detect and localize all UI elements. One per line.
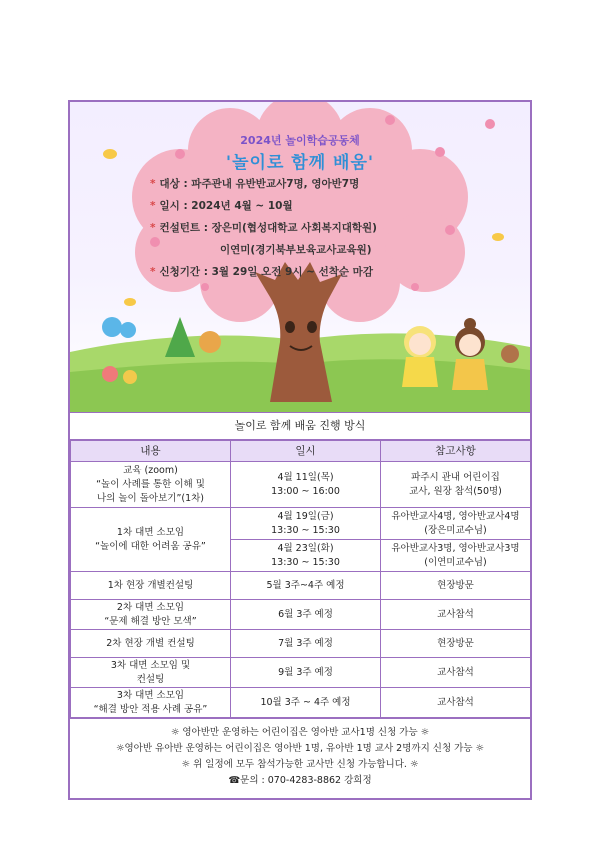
cell-date: 4월 23일(화) 13:30 ~ 15:30 — [231, 540, 381, 572]
flyer-document — [68, 100, 532, 800]
table-row — [71, 508, 531, 540]
poster-subtitle: 2024년 놀이학습공동체 — [240, 134, 360, 147]
table-header-row — [71, 441, 531, 462]
cell-content: 교육 (zoom) “놀이 사례를 통한 이해 및 나의 놀이 돌아보기”(1차) — [71, 462, 231, 508]
cell-note: 교사참석 — [381, 688, 531, 718]
table-row — [71, 688, 531, 718]
cell-date: 7월 3주 예정 — [231, 630, 381, 658]
cell-content: 1차 대면 소모임 “놀이에 대한 어려움 공유” — [71, 508, 231, 572]
cell-date: 10월 3주 ~ 4주 예정 — [231, 688, 381, 718]
schedule-table — [70, 440, 531, 718]
section-title: 놀이로 함께 배움 진행 방식 — [70, 412, 530, 440]
cell-date: 4월 19일(금) 13:30 ~ 15:30 — [231, 508, 381, 540]
cell-content: 3차 대면 소모임 “해결 방안 적용 사례 공유” — [71, 688, 231, 718]
header-date: 일시 — [231, 441, 381, 462]
contact-line: ☎문의 : 070-4283-8862 강희정 — [228, 775, 372, 786]
cell-date: 9월 3주 예정 — [231, 658, 381, 688]
header-content: 내용 — [71, 441, 231, 462]
cell-content: 1차 현장 개별컨설팅 — [71, 572, 231, 600]
cell-date: 6월 3주 예정 — [231, 600, 381, 630]
bullet-application: * 신청기간 : 3월 29일 오전 9시 ~ 선착순 마감 — [150, 266, 373, 278]
cell-content: 2차 대면 소모임 “문제 해결 방안 모색” — [71, 600, 231, 630]
cell-note: 유아반교사3명, 영아반교사3명 (이연미교수님) — [381, 540, 531, 572]
cell-note: 교사참석 — [381, 658, 531, 688]
cell-note: 파주시 관내 어린이집 교사, 원장 참석(50명) — [381, 462, 531, 508]
note-line: ☼ 영아반만 운영하는 어린이집은 영아반 교사1명 신청 가능 ☼ — [170, 727, 430, 738]
cell-content: 2차 현장 개별 컨설팅 — [71, 630, 231, 658]
table-row — [71, 462, 531, 508]
poster-title: '놀이로 함께 배움' — [225, 153, 375, 173]
cell-content: 3차 대면 소모임 및 컨설팅 — [71, 658, 231, 688]
poster-illustration — [70, 102, 530, 412]
cell-note: 유아반교사4명, 영아반교사4명 (장은미교수님) — [381, 508, 531, 540]
cell-note: 교사참석 — [381, 600, 531, 630]
bullet-consultant: * 컨설턴트 : 장은미(협성대학교 사회복지대학원) — [150, 222, 377, 234]
bullet-consultant-2: 이연미(경기북부보육교사교육원) — [220, 244, 372, 256]
cell-note: 현장방문 — [381, 630, 531, 658]
cell-note: 현장방문 — [381, 572, 531, 600]
table-row — [71, 600, 531, 630]
header-note: 참고사항 — [381, 441, 531, 462]
note-line: ☼영아반 유아반 운영하는 어린이집은 영아반 1명, 유아반 1명 교사 2명까지 신청 가능 ☼ — [115, 743, 485, 754]
note-line: ☼ 위 일정에 모두 참석가능한 교사만 신청 가능합니다. ☼ — [181, 759, 419, 770]
cell-date: 5월 3주~4주 예정 — [231, 572, 381, 600]
table-row — [71, 630, 531, 658]
bullet-period: * 일시 : 2024년 4월 ~ 10월 — [150, 200, 293, 212]
bullet-target: * 대상 : 파주관내 유반반교사7명, 영아반7명 — [150, 178, 360, 190]
notes-box — [70, 718, 530, 798]
cell-date: 4월 11일(목) 13:00 ~ 16:00 — [231, 462, 381, 508]
table-row — [71, 572, 531, 600]
table-row — [71, 658, 531, 688]
